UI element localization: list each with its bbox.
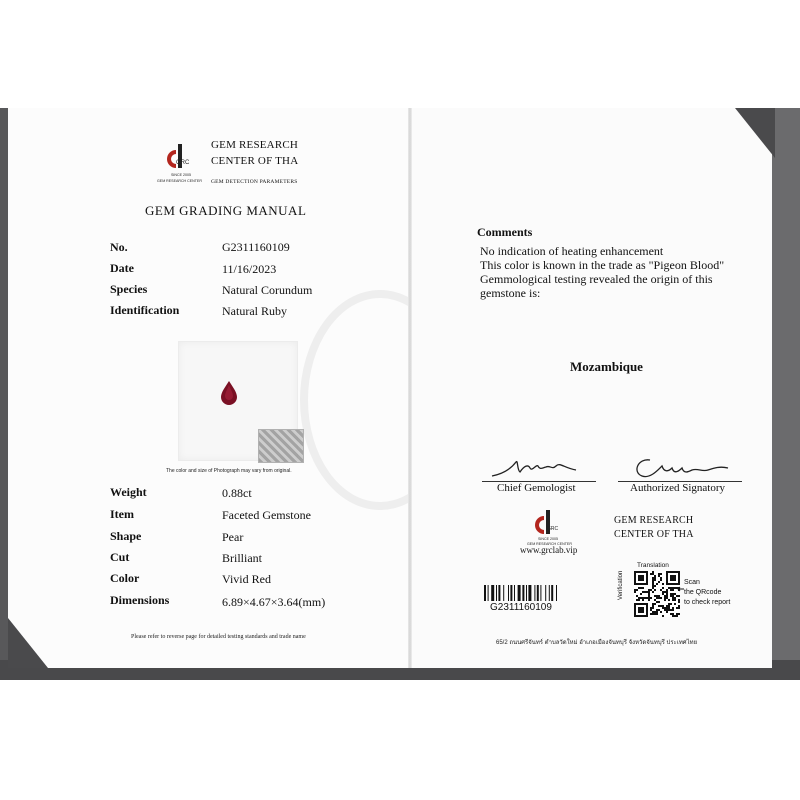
field-label-dimensions: Dimensions (110, 593, 170, 607)
field-value-color: Vivid Red (222, 572, 271, 586)
comment-line-1: No indication of heating enhancement (480, 244, 664, 258)
gemstone-image (220, 380, 238, 406)
photo-caption: The color and size of Photograph may vary from original. (166, 468, 292, 474)
field-label-cut: Cut (110, 550, 130, 564)
barcode (484, 585, 580, 601)
verification-label: Verification (618, 570, 624, 600)
qr-title: Translation (637, 562, 669, 569)
hologram-sticker (258, 429, 304, 463)
qr-instruction-3: to check report (684, 599, 731, 606)
field-value-identification: Natural Ruby (222, 304, 287, 318)
logo-center-text: GEM RESEARCH CENTER (527, 542, 572, 546)
chief-gemologist-label: Chief Gemologist (497, 482, 576, 494)
folder-corner-top-right (735, 108, 775, 158)
right-page (412, 108, 772, 668)
field-label-item: Item (110, 507, 134, 521)
authorized-signatory-label: Authorized Signatory (630, 482, 726, 494)
field-value-weight: 0.88ct (222, 486, 252, 500)
field-label-identification: Identification (110, 303, 180, 317)
barcode-number: G2311160109 (490, 602, 552, 613)
field-label-number: No. (110, 240, 128, 254)
comments-heading: Comments (477, 225, 533, 239)
field-value-cut: Brilliant (222, 551, 262, 565)
field-value-number: G2311160109 (222, 240, 290, 254)
logo-center-text: GEM RESEARCH CENTER (157, 179, 202, 183)
comment-line-2: This color is known in the trade as "Pigeon Blood" (480, 258, 725, 272)
chief-gemologist-signature (490, 452, 580, 482)
qr-instruction-2: the QRcode (684, 589, 722, 596)
org-name-line2: CENTER OF THA (211, 155, 299, 167)
qr-instruction-1: Scan (684, 579, 700, 586)
logo-since-text: SINCE 2005 (538, 537, 558, 541)
field-value-dimensions: 6.89×4.67×3.64(mm) (222, 595, 326, 609)
field-label-shape: Shape (110, 529, 142, 543)
origin-country: Mozambique (570, 359, 643, 374)
folder-corner-bottom-left (8, 618, 48, 668)
field-value-species: Natural Corundum (222, 283, 313, 297)
logo-since-text: SINCE 2005 (171, 173, 191, 177)
logo-grc-text: GRC (547, 526, 559, 532)
authorized-signatory-signature (628, 452, 732, 482)
qr-code[interactable] (634, 571, 680, 617)
comment-line-4: gemstone is: (480, 286, 541, 300)
field-value-item: Faceted Gemstone (222, 508, 311, 522)
org-subtitle: GEM DETECTION PARAMETERS (211, 179, 298, 185)
org-name-line1: GEM RESEARCH (614, 515, 694, 526)
field-value-date: 11/16/2023 (222, 262, 277, 276)
arrow-left-icon (676, 580, 684, 588)
reverse-page-note: Please refer to reverse page for detailed testing standards and trade name (131, 634, 306, 640)
org-name-line1: GEM RESEARCH (211, 139, 299, 151)
field-label-date: Date (110, 261, 134, 275)
document-title: GEM GRADING MANUAL (145, 203, 307, 218)
comment-line-3: Gemmological testing revealed the origin of this (480, 272, 713, 286)
field-value-shape: Pear (222, 530, 244, 544)
field-label-color: Color (110, 571, 140, 585)
address-line: 65/2 ถนนศรีจันทร์ ตำบลวัดใหม่ อำเภอเมืองจันทบุรี จังหวัดจันทบุรี ประเทศไทย (496, 640, 698, 646)
logo-grc-text: GRC (176, 160, 190, 166)
org-name-line2: CENTER OF THA (614, 529, 694, 540)
field-label-weight: Weight (110, 485, 147, 499)
field-label-species: Species (110, 282, 148, 296)
website-link[interactable]: www.grclab.vip (520, 545, 578, 555)
grc-logo-icon (528, 502, 564, 538)
